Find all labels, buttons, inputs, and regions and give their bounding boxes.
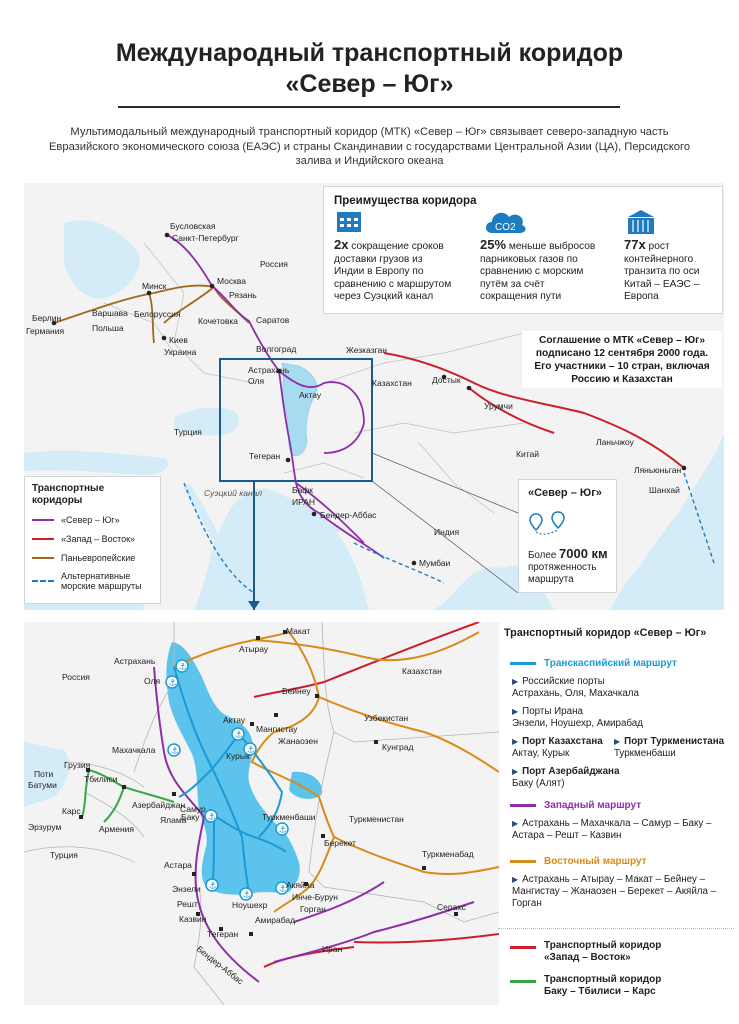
route-path: Астрахань – Махачкала – Самур – Баку – Астара – Решт – Казвин [512,818,712,841]
route-pins-icon [528,510,568,538]
advantages-panel [323,186,723,314]
label-mangistau: Мангистау [256,724,298,734]
legend-swatch [510,946,536,949]
svg-text:⚓: ⚓ [207,811,216,822]
city-dot [682,466,687,471]
legend-label: Транспортный коридор [544,940,662,951]
label-erzurum: Эрзурум [28,822,62,832]
title-line-1: Международный транспортный коридор [115,39,624,67]
ports-azerbaijan [512,766,619,790]
legend-swatch [32,557,54,559]
ports-kazakhstan [512,736,603,760]
label-tehran: Тегеран [249,451,281,461]
label-minsk: Минск [142,281,167,291]
legend-transcaspian [510,658,677,669]
ports-title: Порт Казахстана [522,736,603,747]
label-kars: Карс [62,806,81,816]
label-resht: Решт [177,899,198,909]
legend-label: Баку – Тбилиси – Карс [544,986,656,997]
label-turkey: Турция [174,427,202,437]
advantage-container-value: 77x [624,237,646,252]
legend-label: Западный маршрут [544,800,642,811]
legend-title: Транспортные коридоры [32,483,105,506]
ports-list: Астрахань, Оля, Махачкала [512,688,639,699]
label-atyrau: Атырау [239,644,269,654]
legend-west-east [510,940,661,964]
svg-text:⚓: ⚓ [278,824,287,835]
legend-btk [510,974,661,998]
label-moscow: Москва [217,276,247,286]
label-russia: Россия [260,259,288,269]
ports-title: Порт Азербайджана [522,766,620,777]
label-turkmenabad: Туркменабад [422,849,474,859]
label-armenia: Армения [99,824,135,834]
label-lanzhou: Ланьчжоу [596,437,634,447]
title-divider [118,106,620,108]
bullet-icon: ▶ [512,819,519,828]
co2-cloud-icon [482,205,528,235]
label-aktau: Актау [299,390,322,400]
ports-iran [512,706,643,730]
agreement-note: Соглашение о МТК «Север – Юг» подписано 12 сентября 2000 года. Его участники – 10 стран, включая Россию и Казахстан [522,331,722,388]
label-baku: Баку [181,812,200,822]
label-olya-bottom: Оля [144,676,161,686]
label-volgograd: Волгоград [256,344,297,354]
legend-swatch [32,538,54,540]
label-kuryk: Курык [226,751,250,761]
route-legend [498,624,734,1019]
svg-text:⚓: ⚓ [278,883,287,894]
label-poti: Поти [34,769,54,779]
title-line-2: «Север – Юг» [285,70,454,98]
label-beyneu: Бейнеу [282,686,311,696]
label-kungrad: Кунград [382,742,414,752]
route-path: Астрахань – Атырау – Макат – Бейнеу – Мангистау – Жанаозен – Берекет – Акяйла – Горган [512,874,717,909]
label-lianyungang: Ляньюньган [634,465,682,475]
label-turkey-bottom: Турция [50,850,78,860]
label-tehran-bottom: Тегеран [207,929,239,939]
label-bereket: Берекет [324,838,356,848]
ports-list: Актау, Курык [512,748,570,759]
label-berlin: Берлин [32,313,62,323]
label-ryazan: Рязань [229,290,257,300]
legend-label: Альтернативные морские маршруты [61,571,142,591]
label-serakhs: Серахс [437,902,466,912]
label-russia-bottom: Россия [62,672,90,682]
label-akyaila: Акяйла [286,880,315,890]
label-enzeli: Энзели [172,884,201,894]
svg-text:⚓: ⚓ [242,889,251,900]
label-georgia: Грузия [64,760,91,770]
label-batumi: Батуми [28,780,57,790]
label-germany: Германия [26,326,65,336]
label-zhezkazgan: Жезказган [346,345,387,355]
legend-label: «Север – Юг» [61,515,120,525]
bullet-icon: ▶ [512,875,519,884]
corridor-legend [24,476,161,604]
label-qazvin: Казвин [179,914,207,924]
label-saratov: Саратов [256,315,290,325]
legend-label: Паньевропейские [61,553,136,563]
label-poland: Польша [92,323,124,333]
city-dot [210,284,215,289]
legend-label: Транскаспийский маршрут [544,658,677,669]
label-bafk: Бафк [292,485,314,495]
label-kazakhstan-bottom: Казахстан [402,666,442,676]
label-azerbaijan: Азербайджан [132,800,186,810]
route-length-title: «Север – Юг» [528,487,602,499]
ports-title: Порты Ирана [522,706,583,717]
calendar-icon [336,209,362,233]
advantage-container-text: рост контейнерного транзита по оси Китай – ЕАЭС – Европа [624,241,700,303]
advantages-title: Преимущества коридора [334,195,477,207]
advantage-speed-text: сокращение сроков доставки грузов из Индии в Европу по сравнению с маршрутом через Суэцкий канал [334,241,452,303]
label-india: Индия [434,527,460,537]
label-kiev: Киев [169,335,188,345]
advantage-emissions-value: 25% [480,237,507,252]
caspian-detail-map [24,622,499,1005]
label-aktau-bottom: Актау [223,715,246,725]
label-olya: Оля [248,376,265,386]
advantage-speed-value: 2x [334,237,349,252]
label-turkmenistan: Туркменистан [349,814,404,824]
route-length-prefix: Более [528,550,559,561]
svg-text:⚓: ⚓ [246,744,255,755]
advantage-speed [334,239,454,304]
route-length-line3: маршрута [528,574,574,585]
ports-list: Туркменбаши [614,748,676,759]
bullet-icon: ▶ [512,707,519,716]
label-astara: Астара [164,860,192,870]
label-nowshahr: Ноушехр [232,900,268,910]
city-dot [162,336,167,341]
legend-item-sea [32,570,153,592]
label-urumqi: Урумчи [484,401,513,411]
label-turkmenbashi: Туркменбаши [262,812,316,822]
label-astrakhan-bottom: Астрахань [114,656,156,666]
advantage-emissions-text: меньше выбросов парниковых газов по сравнению с морским путём за счёт сокращения пути [480,241,596,303]
label-china: Китай [516,449,539,459]
legend-item-paneuro [32,551,153,565]
label-bandar: Бендер-Аббас [320,510,377,520]
route-length-box [518,479,617,593]
intro-text: Мультимодальный международный транспортный коридор (МТК) «Север – Юг» связывает северо-западную часть Евразийского экономического союза (ЕАЭС) и страны Скандинавии с государствами Центральной Азии (ЦА), Персидского залива и Индийского океана [48,126,691,167]
legend-label: «Запад – Восток» [61,534,136,544]
label-buslovskaya: Бусловская [170,221,216,231]
label-makhachkala: Махачкала [112,745,156,755]
advantage-container [624,239,716,304]
bullet-icon: ▶ [512,677,519,686]
label-spb: Санкт-Петербург [172,233,239,243]
ports-list: Энзели, Ноушехр, Амирабад [512,718,643,729]
eastern-path [512,874,724,910]
label-ukraine: Украина [164,347,197,357]
label-tbilisi: Тбилиси [84,774,118,784]
container-terminal-icon [626,207,656,235]
city-dot [286,458,291,463]
label-gorgan: Горган [300,904,326,914]
city-dot [412,561,417,566]
bullet-icon: ▶ [614,737,621,746]
label-warsaw: Варшава [92,308,128,318]
label-astrakhan: Астрахань [248,365,290,375]
city-dot [147,291,152,296]
city-dot [165,233,170,238]
svg-text:⚓: ⚓ [208,880,217,891]
legend-item-north-south [32,513,153,527]
legend-label: «Запад – Восток» [544,952,631,963]
western-path [512,818,724,842]
legend-eastern [510,856,647,867]
ports-title: Порт Туркменистана [624,736,725,747]
ports-list: Баку (Алят) [512,778,565,789]
label-suez: Суэцкий канал [204,488,263,498]
city-dot [467,386,472,391]
label-yalama: Ялама [160,815,187,825]
legend-western [510,800,641,811]
label-iran: ИРАН [292,497,316,507]
advantage-emissions [480,239,600,304]
label-uzbekistan: Узбекистан [364,713,409,723]
page-title [0,38,739,100]
label-iran-bottom: Иран [322,944,343,954]
legend-label: Восточный маршрут [544,856,647,867]
label-shanghai: Шанхай [649,485,680,495]
route-length-text [528,548,608,586]
svg-text:⚓: ⚓ [234,729,243,740]
label-makat: Макат [286,626,311,636]
label-amirabad: Амирабад [255,915,296,925]
svg-text:⚓: ⚓ [178,661,187,672]
legend-swatch [510,804,536,807]
label-kazakhstan: Казахстан [372,378,412,388]
ports-title: Российские порты [522,676,605,687]
route-length-line2: протяженность [528,562,597,573]
route-length-value: 7000 км [559,546,608,561]
city-dot [312,512,317,517]
ports-turkmenistan [614,736,724,760]
bullet-icon: ▶ [512,737,519,746]
legend-swatch [510,980,536,983]
bullet-icon: ▶ [512,767,519,776]
legend-swatch [510,662,536,665]
legend-swatch [510,860,536,863]
label-kochetovka: Кочетовка [198,316,239,326]
label-belarus: Белоруссия [134,309,181,319]
svg-text:⚓: ⚓ [168,677,177,688]
route-legend-title: Транспортный коридор «Север – Юг» [504,627,707,639]
label-incheburun: Инче-Бурун [292,892,338,902]
label-zhanaozen: Жанаозен [278,736,318,746]
co2-text: CO2 [495,222,516,233]
label-samur: Самур [180,804,206,814]
label-dostyk: Достык [432,375,461,385]
label-mumbai: Мумбаи [419,558,451,568]
ports-russia [512,676,639,700]
svg-text:⚓: ⚓ [170,745,179,756]
legend-swatch [32,580,54,582]
legend-label: Транспортный коридор [544,974,662,985]
label-bandar-bottom: Бендер-Аббас [194,943,246,987]
legend-swatch [32,519,54,521]
legend-divider [498,928,734,929]
legend-item-west-east [32,532,153,546]
